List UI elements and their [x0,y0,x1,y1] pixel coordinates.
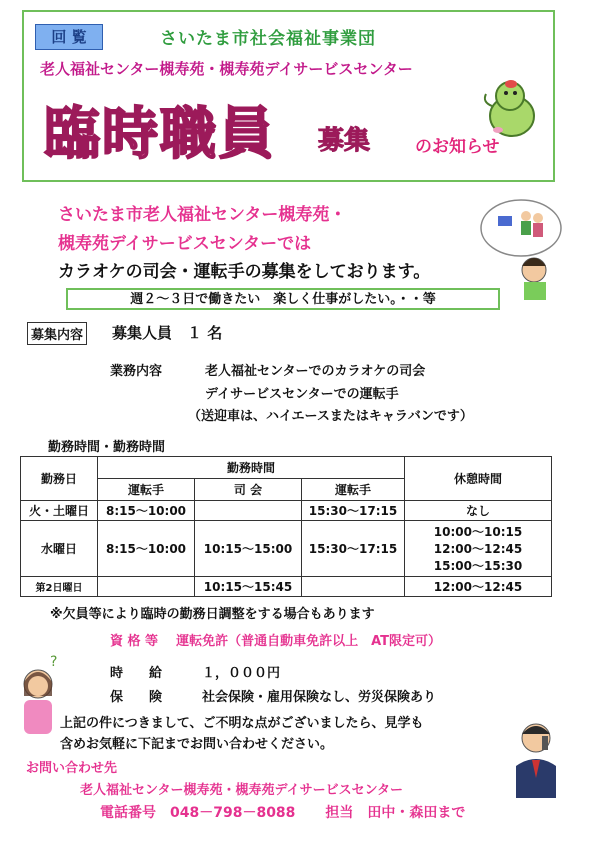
break-slot: 12:00～12:45 [433,542,523,556]
intro-line-1: さいたま市老人福祉センター槻寿苑・ [58,205,347,225]
organization-name: さいたま市社会福祉事業団 [160,29,376,49]
note: ※欠員等により臨時の勤務日調整をする場合もあります [50,607,375,622]
work-line-1: 老人福祉センターでのカラオケの司会 [205,364,426,379]
header-driver-2: 運転手 [302,479,405,501]
cell-break [405,521,552,577]
cell-day: 水曜日 [21,521,98,577]
phone-number: 048－798－8088 [170,805,296,821]
schedule-title: 勤務時間・勤務時間 [48,440,166,455]
recruit-count: 募集人員 １ 名 [112,324,223,342]
inquiry-phone [100,802,465,822]
intro-line-3: カラオケの司会・運転手の募集をしております。 [58,262,431,282]
break-slot: 15:00～15:30 [433,559,523,573]
schedule-table [20,456,552,597]
svg-text:?: ? [50,654,58,670]
table-row [21,577,552,597]
circulation-badge: 回 覧 [35,24,103,50]
qualification-value: 運転免許（普通自動車免許以上 AT限定可） [176,634,441,649]
contact-line-2: 含めお気軽に下記までお問い合わせください。 [60,737,334,752]
work-label: 業務内容 [110,364,163,379]
header-day: 勤務日 [21,457,98,501]
insurance-value: 社会保険・雇用保険なし、労災保険あり [202,690,437,705]
cell-day: 火・土曜日 [21,501,98,521]
recruit-label: 募集内容 [27,322,87,345]
inquiry-facility: 老人福祉センター槻寿苑・槻寿苑デイサービスセンター [80,783,404,798]
staff-name: 担当 田中・森田まで [325,805,466,821]
header-break: 休憩時間 [405,457,552,501]
contact-line-1: 上記の件につきまして、ご不明な点がございましたら、見学も [60,716,424,731]
cell-day: 第2日曜日 [21,577,98,597]
wage-label: 時 給 [110,666,163,681]
cell-mc: 10:15～15:45 [195,577,302,597]
wage [110,662,280,681]
inquiry-label: お問い合わせ先 [26,761,118,776]
cell-driver-1: 8:15～10:00 [98,521,195,577]
header-driver-1: 運転手 [98,479,195,501]
motto-banner: 週２～３日で働きたい 楽しく仕事がしたい。・・等 [66,288,500,310]
intro-line-2: 槻寿苑デイサービスセンターでは [58,234,312,254]
cell-driver-2: 15:30～17:15 [302,501,405,521]
karaoke-illustration [478,198,564,302]
cell-driver-1 [98,577,195,597]
mascot-illustration [480,72,546,142]
qualification-label: 資 格 等 [110,634,159,649]
header-mc: 司 会 [195,479,302,501]
table-row [21,501,552,521]
page-title-tail: のお知らせ [415,137,500,157]
work-line-2: デイサービスセンターでの運転手 [205,387,399,402]
page-title: 臨時職員 [44,102,276,167]
facility-name: 老人福祉センター槻寿苑・槻寿苑デイサービスセンター [40,60,413,78]
cell-mc [195,501,302,521]
man-illustration [508,716,566,802]
phone-label: 電話番号 [100,805,156,821]
wage-value: １，０００円 [202,666,281,681]
header-hours: 勤務時間 [98,457,405,479]
work-line-3: （送迎車は、ハイエースまたはキャラバンです） [188,409,473,424]
insurance [110,686,436,705]
table-row [21,521,552,577]
cell-driver-2 [302,577,405,597]
cell-driver-2: 15:30～17:15 [302,521,405,577]
cell-break: 12:00～12:45 [405,577,552,597]
page-title-sub: 募集 [318,126,371,156]
cell-driver-1: 8:15～10:00 [98,501,195,521]
insurance-label: 保 険 [110,690,163,705]
cell-mc: 10:15～15:00 [195,521,302,577]
qualification [110,630,441,649]
break-slot: 10:00～10:15 [433,525,523,539]
cell-break: なし [405,501,552,521]
